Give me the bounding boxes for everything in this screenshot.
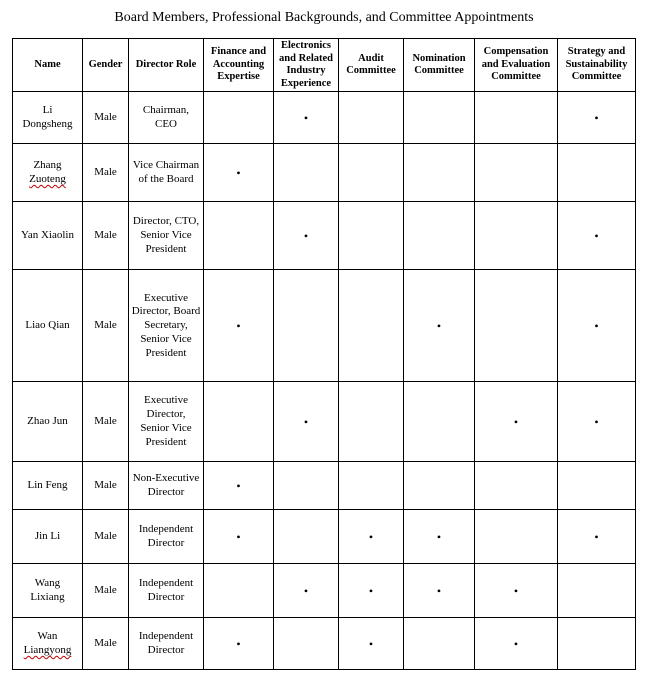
table-row <box>13 202 636 270</box>
mark-cell-compensation <box>475 270 558 382</box>
member-name-line2: Liangyong <box>23 643 72 656</box>
mark-cell-compensation <box>475 510 558 564</box>
table-row <box>13 564 636 618</box>
name-cell <box>13 462 83 510</box>
mark-cell-compensation <box>475 92 558 144</box>
mark-cell-electronics <box>274 144 339 202</box>
header-electronics-experience: Electronics and Related Industry Experience <box>274 39 339 92</box>
role-cell: Independent Director <box>129 564 204 618</box>
header-audit-committee: Audit Committee <box>339 39 404 92</box>
mark-cell-nomination <box>404 462 475 510</box>
header-finance-expertise: Finance and Accounting Expertise <box>204 39 274 92</box>
mark-cell-audit <box>339 270 404 382</box>
table-row <box>13 144 636 202</box>
mark-cell-electronics: • <box>274 382 339 462</box>
table-row <box>13 382 636 462</box>
mark-cell-strategy <box>558 618 636 670</box>
gender-cell: Male <box>83 270 129 382</box>
member-name-line1: Wan <box>37 630 58 643</box>
role-cell: Non-Executive Director <box>129 462 204 510</box>
name-cell <box>13 202 83 270</box>
table-row <box>13 510 636 564</box>
name-cell <box>13 92 83 144</box>
mark-cell-finance <box>204 92 274 144</box>
mark-cell-audit: • <box>339 564 404 618</box>
mark-cell-electronics <box>274 270 339 382</box>
member-name-line2: Zuoteng <box>29 172 66 185</box>
member-name-line1: Wang <box>34 577 61 590</box>
mark-cell-strategy: • <box>558 92 636 144</box>
role-cell: Director, CTO, Senior Vice President <box>129 202 204 270</box>
member-name-line2: Lixiang <box>30 590 65 603</box>
mark-cell-nomination <box>404 92 475 144</box>
mark-cell-nomination <box>404 618 475 670</box>
table-row <box>13 270 636 382</box>
name-cell <box>13 564 83 618</box>
mark-cell-finance <box>204 564 274 618</box>
mark-cell-audit <box>339 202 404 270</box>
mark-cell-finance: • <box>204 144 274 202</box>
mark-cell-strategy <box>558 564 636 618</box>
header-row <box>13 39 636 92</box>
member-name-line1: Yan Xiaolin <box>21 229 74 241</box>
mark-cell-compensation <box>475 144 558 202</box>
role-cell: Independent Director <box>129 618 204 670</box>
role-cell: Vice Chairman of the Board <box>129 144 204 202</box>
mark-cell-nomination: • <box>404 510 475 564</box>
mark-cell-electronics <box>274 462 339 510</box>
mark-cell-finance: • <box>204 270 274 382</box>
mark-cell-nomination: • <box>404 270 475 382</box>
gender-cell: Male <box>83 462 129 510</box>
mark-cell-compensation: • <box>475 382 558 462</box>
gender-cell: Male <box>83 382 129 462</box>
mark-cell-strategy: • <box>558 382 636 462</box>
mark-cell-strategy: • <box>558 202 636 270</box>
mark-cell-compensation <box>475 202 558 270</box>
table-row <box>13 92 636 144</box>
mark-cell-nomination <box>404 144 475 202</box>
board-members-table <box>12 38 636 670</box>
member-name-line1: Zhao Jun <box>27 415 68 427</box>
name-cell <box>13 618 83 670</box>
role-cell: Chairman, CEO <box>129 92 204 144</box>
name-cell <box>13 144 83 202</box>
gender-cell: Male <box>83 564 129 618</box>
mark-cell-strategy <box>558 462 636 510</box>
mark-cell-finance: • <box>204 462 274 510</box>
mark-cell-electronics: • <box>274 202 339 270</box>
table-row <box>13 618 636 670</box>
header-director-role: Director Role <box>129 39 204 92</box>
header-gender: Gender <box>83 39 129 92</box>
mark-cell-nomination <box>404 202 475 270</box>
mark-cell-electronics: • <box>274 92 339 144</box>
mark-cell-audit <box>339 382 404 462</box>
mark-cell-electronics <box>274 618 339 670</box>
name-cell <box>13 382 83 462</box>
mark-cell-audit <box>339 144 404 202</box>
mark-cell-audit <box>339 92 404 144</box>
mark-cell-finance: • <box>204 510 274 564</box>
mark-cell-strategy <box>558 144 636 202</box>
header-name: Name <box>13 39 83 92</box>
member-name-line1: Jin Li <box>34 530 61 542</box>
header-nomination-committee: Nomination Committee <box>404 39 475 92</box>
mark-cell-nomination: • <box>404 564 475 618</box>
header-compensation-committee: Compensation and Evaluation Committee <box>475 39 558 92</box>
mark-cell-audit: • <box>339 618 404 670</box>
mark-cell-audit <box>339 462 404 510</box>
gender-cell: Male <box>83 202 129 270</box>
mark-cell-finance: • <box>204 618 274 670</box>
member-name-line2: Dongsheng <box>22 117 73 130</box>
member-name-line1: Li <box>42 104 53 117</box>
header-strategy-committee: Strategy and Sustainability Committee <box>558 39 636 92</box>
role-cell: Executive Director, Board Secretary, Senior Vice President <box>129 270 204 382</box>
mark-cell-nomination <box>404 382 475 462</box>
mark-cell-electronics <box>274 510 339 564</box>
member-name-line1: Zhang <box>33 159 62 172</box>
gender-cell: Male <box>83 510 129 564</box>
mark-cell-finance <box>204 382 274 462</box>
mark-cell-compensation: • <box>475 564 558 618</box>
mark-cell-audit: • <box>339 510 404 564</box>
member-name-line1: Liao Qian <box>25 319 70 331</box>
mark-cell-compensation: • <box>475 618 558 670</box>
table-row <box>13 462 636 510</box>
role-cell: Executive Director, Senior Vice President <box>129 382 204 462</box>
page-title: Board Members, Professional Backgrounds, and Committee Appointments <box>114 10 534 25</box>
mark-cell-electronics: • <box>274 564 339 618</box>
role-cell: Independent Director <box>129 510 204 564</box>
mark-cell-strategy: • <box>558 510 636 564</box>
name-cell <box>13 270 83 382</box>
member-name-line1: Lin Feng <box>27 479 68 491</box>
mark-cell-compensation <box>475 462 558 510</box>
gender-cell: Male <box>83 618 129 670</box>
gender-cell: Male <box>83 92 129 144</box>
mark-cell-strategy: • <box>558 270 636 382</box>
mark-cell-finance <box>204 202 274 270</box>
name-cell <box>13 510 83 564</box>
gender-cell: Male <box>83 144 129 202</box>
